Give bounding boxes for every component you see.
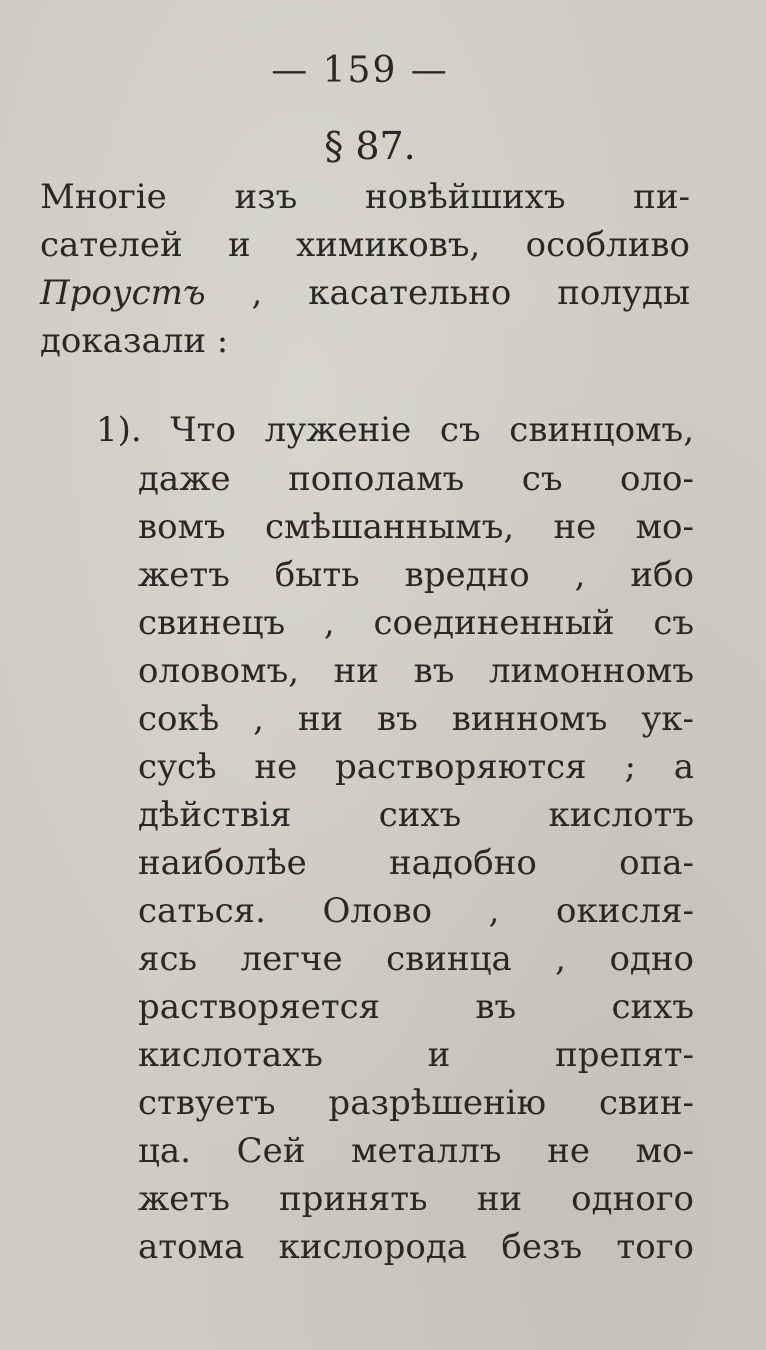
list-item-line: растворяется въ сихъ xyxy=(138,987,694,1027)
list-item-line: оловомъ, ни въ лимонномъ xyxy=(138,651,694,691)
list-item-line: свинецъ , соединенный съ xyxy=(138,603,694,643)
list-item-first-line xyxy=(96,405,694,455)
list-item-line: сокѣ , ни въ винномъ ук- xyxy=(138,699,694,739)
item-text: Что луженіе съ свинцомъ, xyxy=(170,410,694,450)
intro-line: Многіе изъ новѣйшихъ пи- xyxy=(40,177,690,217)
list-item-line: жетъ принять ни одного xyxy=(138,1179,694,1219)
list-item-line: дѣйствія сихъ кислотъ xyxy=(138,795,694,835)
list-item-line: вомъ смѣшаннымъ, не мо- xyxy=(138,507,694,547)
item-number: 1). xyxy=(96,410,142,450)
list-item-line: даже пополамъ съ оло- xyxy=(138,459,694,499)
intro-line xyxy=(40,268,690,318)
list-item-line: ствуетъ разрѣшенію свин- xyxy=(138,1083,694,1123)
list-item-line: атома кислорода безъ того xyxy=(138,1227,694,1267)
list-item-line: жетъ быть вредно , ибо xyxy=(138,555,694,595)
list-item-line: ясь легче свинца , одно xyxy=(138,939,694,979)
intro-line: сателей и химиковъ, особливо xyxy=(40,225,690,265)
page-number: — 159 — xyxy=(271,50,449,91)
intro-line-rest: , касательно полуды xyxy=(251,273,690,313)
list-item-line: ца. Сей металлъ не мо- xyxy=(138,1131,694,1171)
list-item-line: кислотахъ и препят- xyxy=(138,1035,694,1075)
list-item-line: сусѣ не растворяются ; а xyxy=(138,747,694,787)
author-name: Проустъ xyxy=(40,273,206,313)
section-heading: § 87. xyxy=(324,124,416,168)
list-item-line: саться. Олово , окисля- xyxy=(138,891,694,931)
list-item-line: наиболѣе надобно опа- xyxy=(138,843,694,883)
intro-line: доказали : xyxy=(40,321,229,361)
